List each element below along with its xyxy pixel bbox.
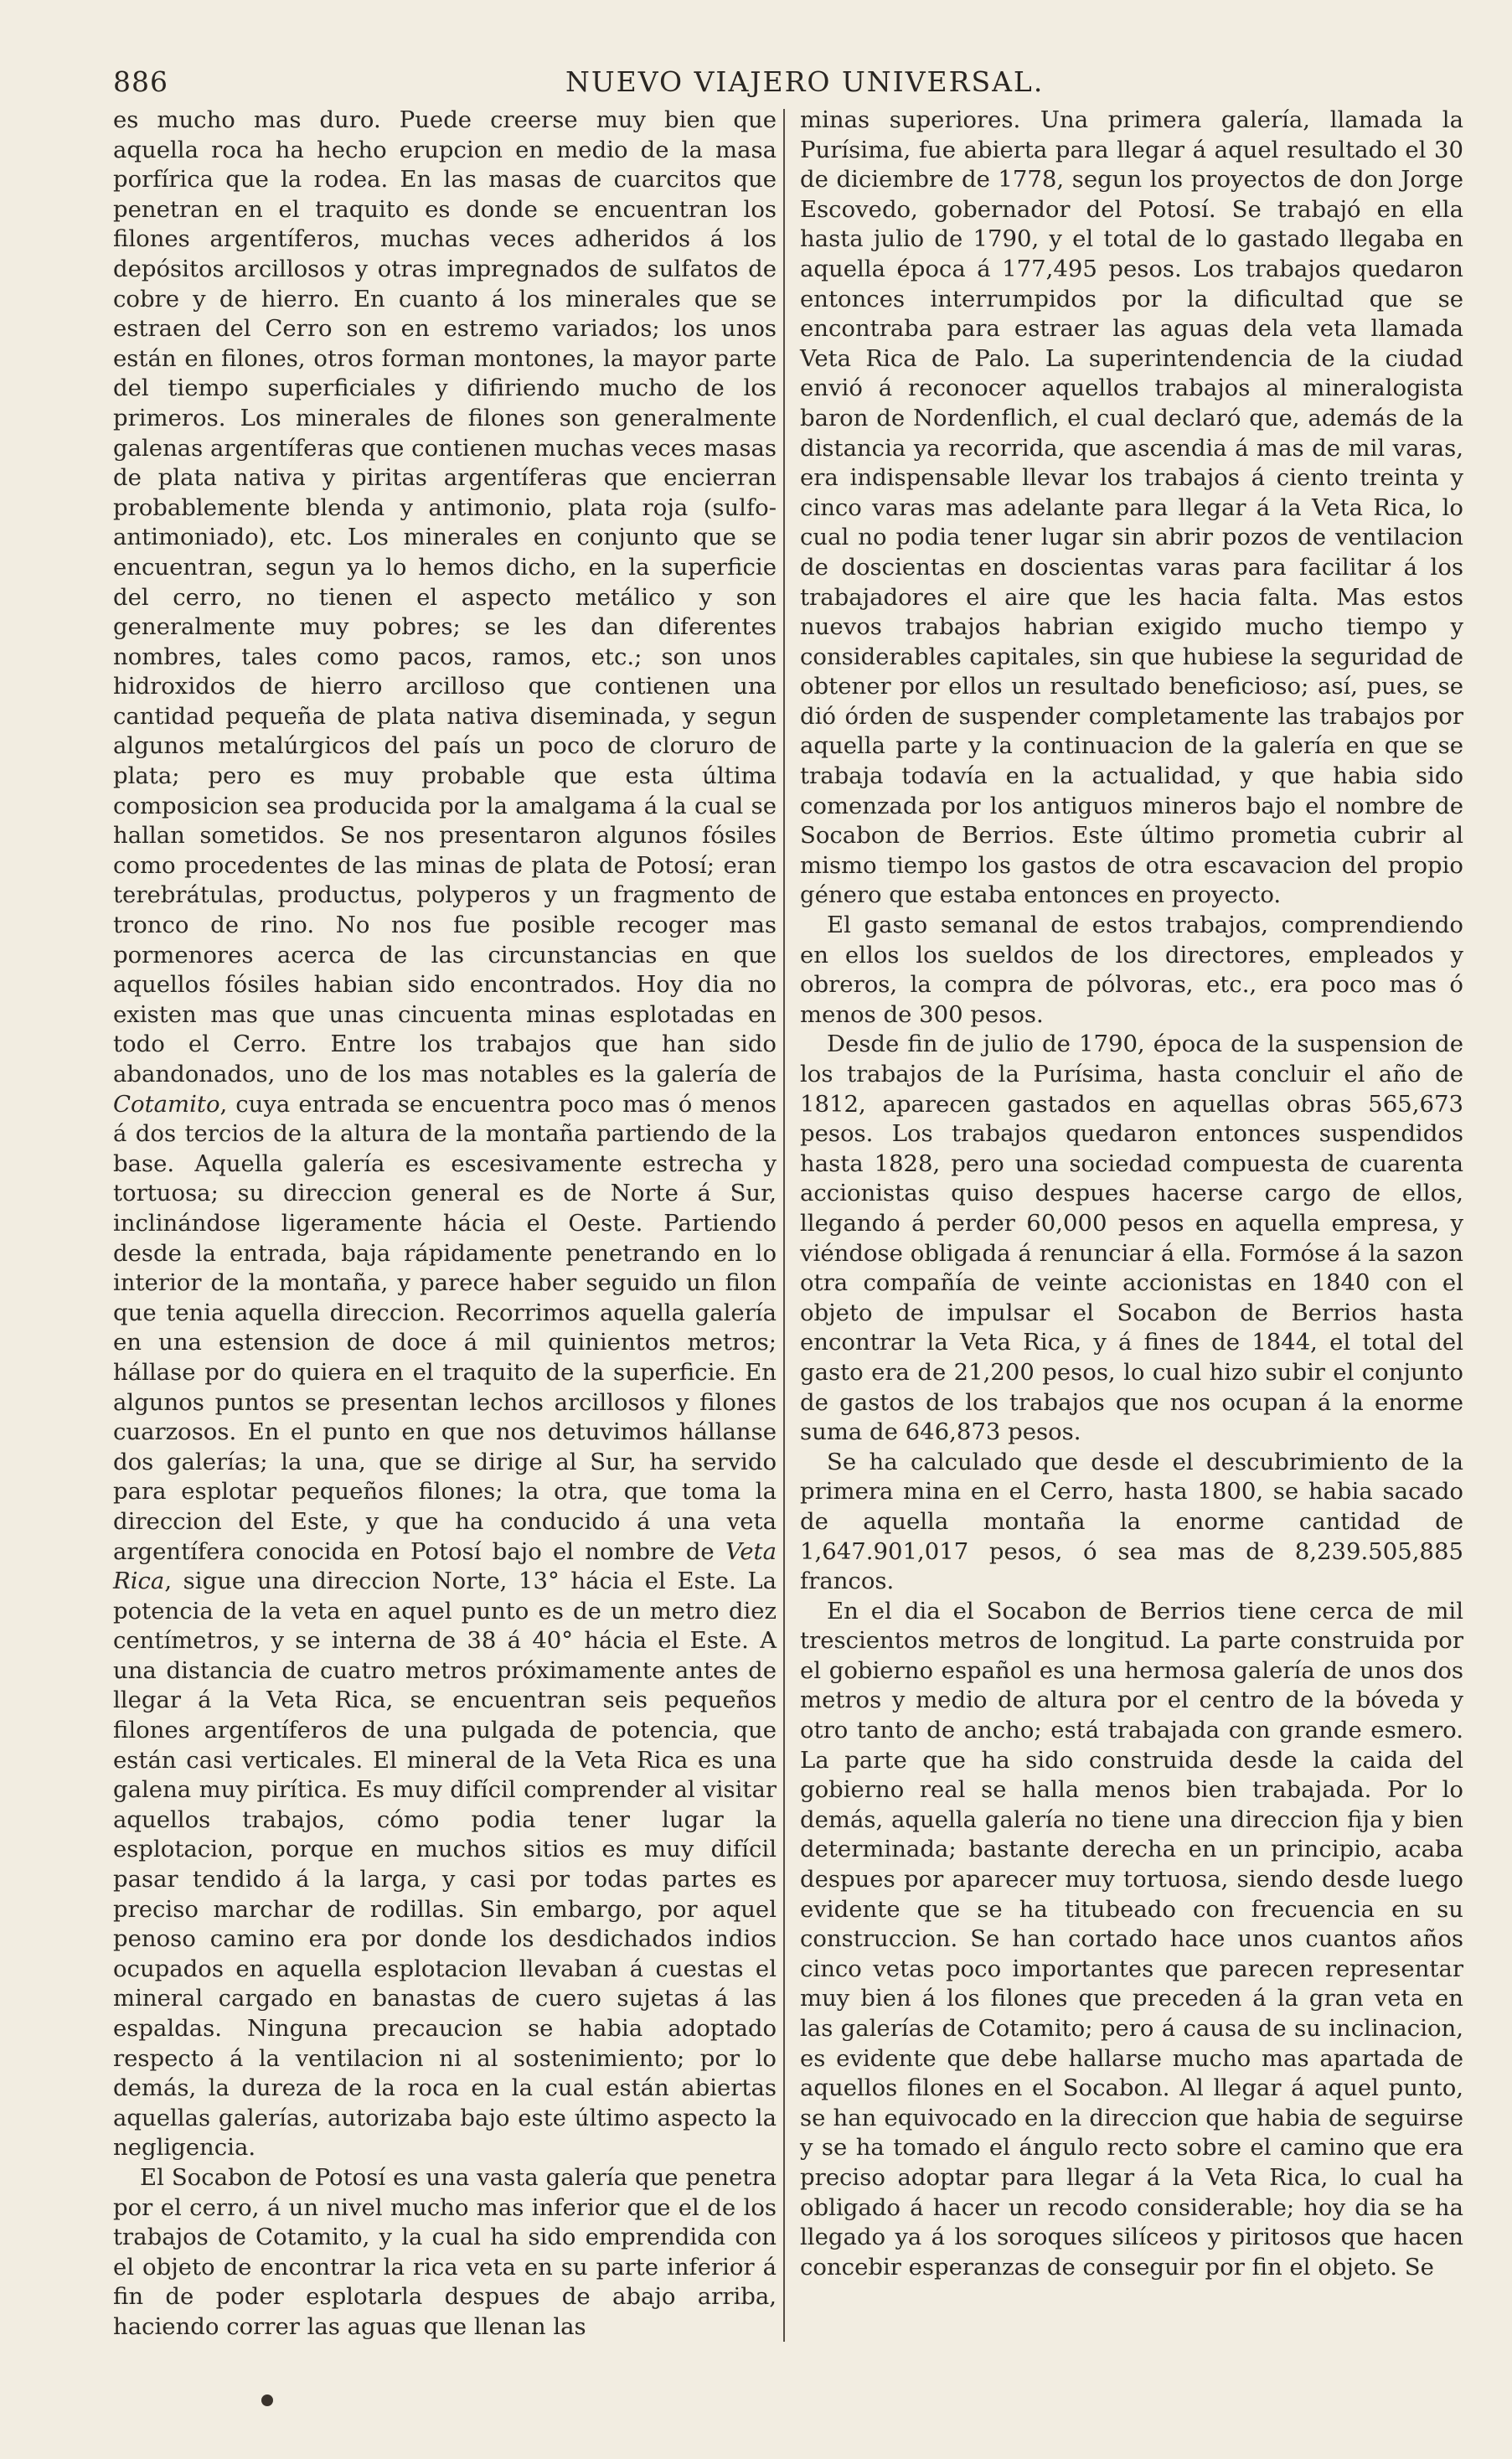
paragraph: En el dia el Socabon de Berrios tiene cerca de mil trescientos metros de longitud. La parte construida por el gobierno español es una hermosa galería de unos dos metros y medio de altura por el centro de la bóveda y otro tanto de ancho; está trabajada con grande esmero. La parte que ha sido construida desde la caida del gobierno real se halla menos bien trabajada. Por lo demás, aquella galería no tiene una direccion fija y bien determinada; bastante derecha en un principio, acaba despues por aparecer muy tortuosa, siendo desde luego evidente que se ha titubeado con frecuencia en su construccion. Se han cortado hace unos cuantos años cinco vetas poco importantes que parecen representar muy bien á los filones que preceden á la gran veta en las galerías de Cotamito; pero á causa de su inclinacion, es evidente que debe hallarse mucho mas apartada de aquellos filones en el Socabon. Al llegar á aquel punto, se han equivocado en la direccion que habia de seguirse y se ha tomado el ángulo recto sobre el camino que era preciso adoptar para llegar á la Veta Rica, lo cual ha obligado á hacer un recodo considerable; hoy dia se ha llegado ya á los soroques silíceos y piritosos que hacen concebir esperanzas de conseguir por fin el objeto. Se xyxy=(800,1597,1463,2281)
page-number: 886 xyxy=(113,65,168,98)
italic-term: Cotamito xyxy=(113,1090,220,1118)
paragraph-text: , sigue una direccion Norte, 13° hácia el Este. La potencia de la veta en aquel punto es de un metro diez centímetros, y se interna de 38 á 40° hácia el Este. A una distancia de cuatro metros próximamente antes de llegar á la Veta Rica, se encuentran seis pequeños filones argentíferos de una pulgada de potencia, que están casi verticales. El mineral de la Veta Rica es una galena muy pirítica. Es muy difícil comprender al visitar aquellos trabajos, cómo podia tener lugar la esplotacion, porque en muchos sitios es muy difícil pasar tendido á la larga, y casi por todas partes es preciso marchar de rodillas. Sin embargo, por aquel penoso camino era por donde los desdichados indios ocupados en aquella esplotacion llevaban á cuestas el mineral cargado en banastas de cuero sujetas á las espaldas. Ninguna precaucion se habia adoptado respecto á la ventilacion ni al sostenimiento; por lo demás, la dureza de la roca en la cual están abiertas aquellas galerías, autorizaba bajo este último aspecto la negligencia. xyxy=(113,1568,777,2162)
right-column xyxy=(800,106,1463,2282)
paragraph xyxy=(113,106,777,2163)
paragraph-text: , cuya entrada se encuentra poco mas ó menos á dos tercios de la altura de la montaña partiendo de la base. Aquella galería es escesivamente estrecha y tortuosa; su direccion general es de Norte á Sur, inclinándose ligeramente hácia el Oeste. Partiendo desde la entrada, baja rápidamente penetrando en lo interior de la montaña, y parece haber seguido un filon que tenia aquella direccion. Recorrimos aquella galería en una estension de doce á mil quinientos metros; hállase por do quiera en el traquito de la superficie. En algunos puntos se presentan lechos arcillosos y filones cuarzosos. En el punto en que nos detuvimos hállanse dos galerías; la una, que se dirige al Sur, ha servido para esplotar pequeños filones; la otra, que toma la direccion del Este, y que ha conducido á una veta argentífera conocida en Potosí bajo el nombre de xyxy=(113,1090,777,1565)
page-header xyxy=(113,65,1462,107)
column-divider xyxy=(783,109,785,2342)
running-title: NUEVO VIAJERO UNIVERSAL. xyxy=(565,65,1045,98)
paragraph-text: es mucho mas duro. Puede creerse muy bien que aquella roca ha hecho erupcion en medio de la masa porfírica que la rodea. En las masas de cuarcitos que penetran en el traquito es donde se encuentran los filones argentíferos, muchas veces adheridos á los depósitos arcillosos y otras impregnados de sulfatos de cobre y de hierro. En cuanto á los minerales que se estraen del Cerro son en estremo variados; los unos están en filones, otros forman montones, la mayor parte del tiempo superficiales y difiriendo mucho de los primeros. Los minerales de filones son generalmente galenas argentíferas que contienen muchas veces masas de plata nativa y piritas argentíferas que encierran probablemente blenda y antimonio, plata roja (sulfo-antimoniado), etc. Los minerales en conjunto que se encuentran, segun ya lo hemos dicho, en la superficie del cerro, no tienen el aspecto metálico y son generalmente muy pobres; se les dan diferentes nombres, tales como pacos, ramos, etc.; son unos hidroxidos de hierro arcilloso que contienen una cantidad pequeña de plata nativa diseminada, y segun algunos metalúrgicos del país un poco de cloruro de plata; pero es muy probable que esta última composicion sea producida por la amalgama á la cual se hallan sometidos. Se nos presentaron algunos fósiles como procedentes de las minas de plata de Potosí; eran terebrátulas, productus, polyperos y un fragmento de tronco de rino. No nos fue posible recoger mas pormenores acerca de las circunstancias en que aquellos fósiles habian sido encontrados. Hoy dia no existen mas que unas cincuenta minas esplotadas en todo el Cerro. Entre los trabajos que han sido abandonados, uno de los mas notables es la galería de xyxy=(113,106,777,1087)
paragraph: minas superiores. Una primera galería, llamada la Purísima, fue abierta para llegar á aquel resultado el 30 de diciembre de 1778, segun los proyectos de don Jorge Escovedo, gobernador del Potosí. Se trabajó en ella hasta julio de 1790, y el total de lo gastado llegaba en aquella época á 177,495 pesos. Los trabajos quedaron entonces interrumpidos por la dificultad que se encontraba para estraer las aguas dela veta llamada Veta Rica de Palo. La superintendencia de la ciudad envió á reconocer aquellos trabajos al mineralogista baron de Nordenflich, el cual declaró que, además de la distancia ya recorrida, que ascendia á mas de mil varas, era indispensable llevar los trabajos á ciento treinta y cinco varas mas adelante para llegar á la Veta Rica, lo cual no podia tener lugar sin abrir pozos de ventilacion de doscientas en doscientas varas para facilitar á los trabajadores el aire que les hacia falta. Mas estos nuevos trabajos habrian exigido mucho tiempo y considerables capitales, sin que hubiese la seguridad de obtener por ellos un resultado beneficioso; así, pues, se dió órden de suspender completamente las trabajos por aquella parte y la continuacion de la galería en que se trabaja todavía en la actualidad, y que habia sido comenzada por los antiguos mineros bajo el nombre de Socabon de Berrios. Este último prometia cubrir al mismo tiempo los gastos de otra escavacion del propio género que estaba entonces en proyecto. xyxy=(800,106,1463,909)
paragraph: Desde fin de julio de 1790, época de la suspension de los trabajos de la Purísima, hasta concluir el año de 1812, aparecen gastados en aquellas obras 565,673 pesos. Los trabajos quedaron entonces suspendidos hasta 1828, pero una sociedad compuesta de cuarenta accionistas quiso despues hacerse cargo de ellos, llegando á perder 60,000 pesos en aquella empresa, y viéndose obligada á renunciar á ella. Formóse á la sazon otra compañía de veinte accionistas en 1840 con el objeto de impulsar el Socabon de Berrios hasta encontrar la Veta Rica, y á fines de 1844, el total del gasto era de 21,200 pesos, lo cual hizo subir el conjunto de gastos de los trabajos que nos ocupan á la enorme suma de 646,873 pesos. xyxy=(800,1031,1463,1446)
paragraph: El Socabon de Potosí es una vasta galería que penetra por el cerro, á un nivel mucho mas inferior que el de los trabajos de Cotamito, y la cual ha sido emprendida con el objeto de encontrar la rica veta en su parte inferior á fin de poder esplotarla despues de abajo arriba, haciendo correr las aguas que llenan las xyxy=(113,2163,777,2340)
paragraph: El gasto semanal de estos trabajos, comprendiendo en ellos los sueldos de los directores, empleados y obreros, la compra de pólvoras, etc., era poco mas ó menos de 300 pesos. xyxy=(800,912,1463,1028)
left-column xyxy=(113,106,777,2343)
italic-term: Veta Rica xyxy=(113,1537,777,1595)
paragraph: Se ha calculado que desde el descubrimiento de la primera mina en el Cerro, hasta 1800, se habia sacado de aquella montaña la enorme cantidad de 1,647.901,017 pesos, ó sea mas de 8,239.505,885 francos. xyxy=(800,1448,1463,1595)
bottom-ornament xyxy=(261,2394,273,2406)
